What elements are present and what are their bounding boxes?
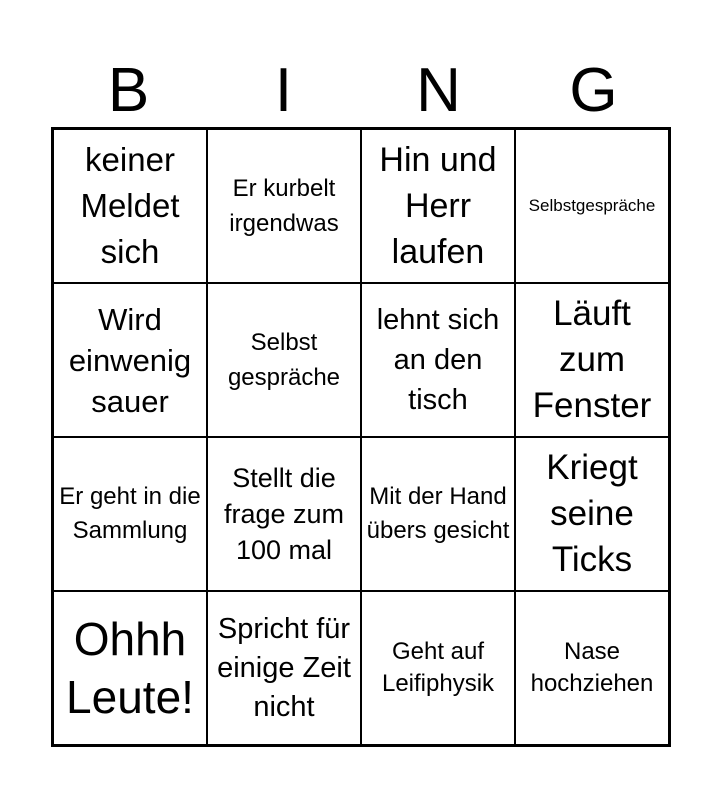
bingo-cell[interactable] bbox=[53, 591, 207, 745]
cell-text: Nase hochziehen bbox=[530, 638, 654, 697]
bingo-cell[interactable] bbox=[207, 283, 361, 437]
cell-text: Er kurbelt irgendwas bbox=[229, 175, 339, 237]
cell-text: Ohhh Leute! bbox=[66, 613, 194, 723]
cell-text: Geht auf Leifiphysik bbox=[381, 638, 495, 697]
cell-text: lehnt sich an den tisch bbox=[376, 304, 500, 416]
cell-text: Selbst gespräche bbox=[227, 329, 341, 391]
cell-text: Selbstgespräche bbox=[528, 196, 656, 215]
bingo-cell[interactable] bbox=[515, 283, 669, 437]
cell-text: Er geht in die Sammlung bbox=[59, 483, 201, 544]
bingo-cell[interactable] bbox=[53, 129, 207, 283]
cell-text: Hin und Herr laufen bbox=[379, 141, 497, 271]
cell-text: Stellt die frage zum 100 mal bbox=[223, 463, 345, 565]
cell-text: keiner Meldet sich bbox=[80, 141, 180, 270]
title-letter-g: G bbox=[569, 56, 618, 125]
title-letter-i: I bbox=[274, 56, 293, 125]
bingo-cell[interactable] bbox=[53, 437, 207, 591]
cell-text: Wird einwenig sauer bbox=[68, 301, 192, 419]
bingo-cell[interactable] bbox=[207, 437, 361, 591]
cell-text: Kriegt seine Ticks bbox=[546, 448, 638, 579]
bingo-title bbox=[51, 55, 671, 127]
cell-text: Spricht für einige Zeit nicht bbox=[217, 612, 351, 723]
bingo-cell[interactable] bbox=[361, 283, 515, 437]
bingo-cell[interactable] bbox=[207, 591, 361, 745]
cell-text: Läuft zum Fenster bbox=[532, 294, 652, 425]
bingo-cell[interactable] bbox=[515, 437, 669, 591]
title-letter-b: B bbox=[107, 56, 150, 125]
bingo-cell[interactable] bbox=[361, 437, 515, 591]
bingo-cell[interactable] bbox=[53, 283, 207, 437]
bingo-cell[interactable] bbox=[515, 591, 669, 745]
bingo-grid bbox=[51, 127, 671, 747]
cell-text: Mit der Hand übers gesicht bbox=[366, 483, 510, 544]
bingo-cell[interactable] bbox=[361, 129, 515, 283]
bingo-cell[interactable] bbox=[515, 129, 669, 283]
bingo-cell[interactable] bbox=[361, 591, 515, 745]
title-letter-n: N bbox=[416, 56, 461, 125]
bingo-cell[interactable] bbox=[207, 129, 361, 283]
